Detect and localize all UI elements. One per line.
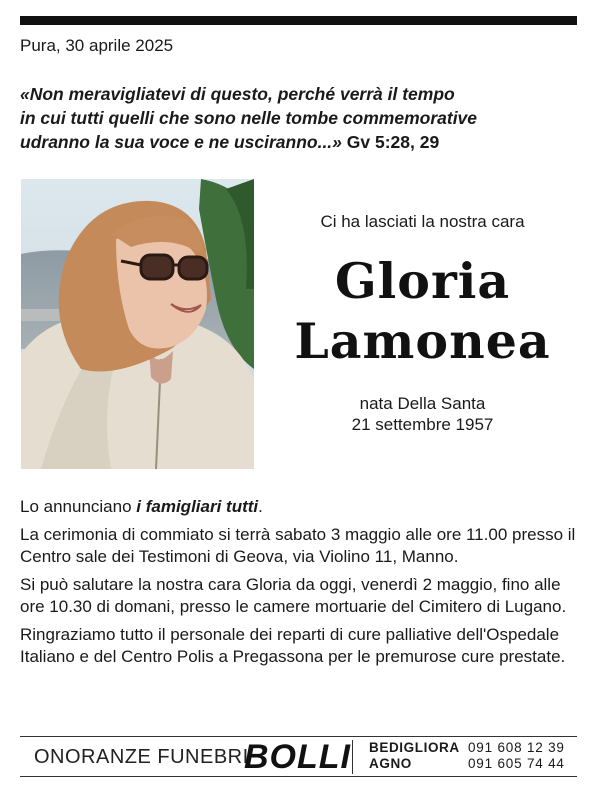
- quote-line: «Non meravigliatevi di questo, perché verrà il tempo: [20, 84, 455, 104]
- portrait-illustration: [21, 179, 254, 469]
- intro-text: Ci ha lasciati la nostra cara: [320, 212, 525, 231]
- footer-rule-bottom: [20, 776, 577, 777]
- funeral-home-brand: BOLLI: [244, 738, 351, 776]
- announcement-body: [20, 496, 585, 674]
- location-phone: 091 605 74 44: [468, 756, 565, 771]
- birth-info: [270, 393, 575, 435]
- footer-rule-top: [20, 736, 577, 737]
- location-name: AGNO: [369, 756, 412, 771]
- paragraph-visitation: Si può salutare la nostra cara Gloria da oggi, venerdì 2 maggio, fino alle ore 10.30 di domani, presso le camere mortuarie del Cimitero di Lugano.: [20, 574, 567, 616]
- quote-line: in cui tutti quelli che sono nelle tombe commemorative: [20, 108, 478, 128]
- deceased-last-name: Lamonea: [294, 312, 551, 370]
- paragraph-ceremony: La cerimonia di commiato si terrà sabato 3 maggio alle ore 11.00 presso il Centro sale dei Testimoni di Geova, via Violino 11, Manno.: [20, 524, 576, 566]
- maiden-name: nata Della Santa: [359, 394, 486, 413]
- location-name: BEDIGLIORA: [369, 740, 460, 755]
- birth-date: 21 settembre 1957: [351, 415, 494, 434]
- text: Lo annunciano: [20, 497, 137, 516]
- location-phone: 091 608 12 39: [468, 740, 565, 755]
- portrait-photo: [21, 179, 254, 469]
- quote-line-last: [20, 130, 580, 154]
- paragraph-announcers: [20, 496, 585, 519]
- quote-line: udranno la sua voce e ne usciranno...»: [20, 132, 342, 152]
- dateline: Pura, 30 aprile 2025: [20, 36, 174, 55]
- quote-reference: Gv 5:28, 29: [346, 132, 440, 152]
- paragraph-thanks: Ringraziamo tutto il personale dei reparti di cure palliative dell'Ospedale Italiano e del Centro Polis a Pregassona per le premurose cure prestate.: [20, 624, 566, 666]
- bible-quote: [20, 82, 580, 154]
- top-rule: [20, 16, 577, 25]
- footer-divider: [352, 740, 353, 774]
- deceased-first-name: Gloria: [334, 252, 511, 310]
- funeral-home-title: ONORANZE FUNEBRI: [34, 746, 249, 768]
- family-emphasis: i famigliari tutti: [136, 497, 259, 516]
- text: .: [258, 497, 263, 516]
